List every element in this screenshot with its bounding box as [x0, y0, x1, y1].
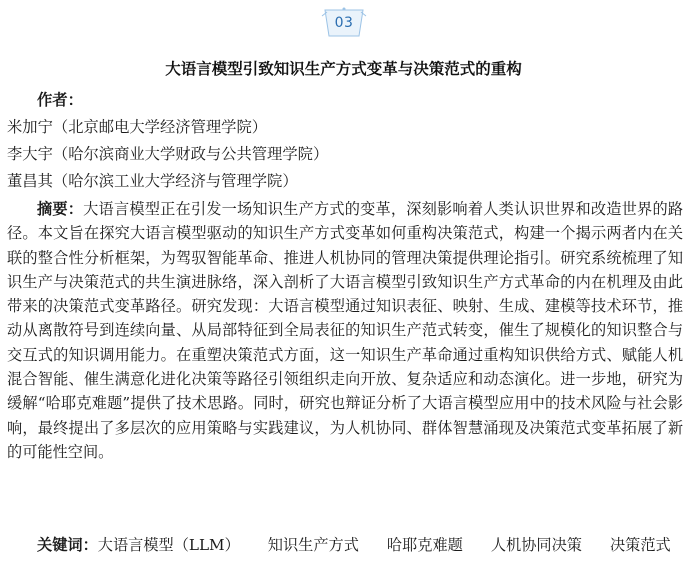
keyword: 决策范式 — [609, 536, 671, 554]
authors-label: 作者： — [37, 91, 83, 109]
author-2: 李大宇（哈尔滨商业大学财政与公共管理学院） — [7, 145, 329, 163]
keyword: 哈耶克难题 — [386, 536, 463, 554]
article-title: 大语言模型引致知识生产方式变革与决策范式的重构 — [165, 60, 522, 78]
keywords-label: 关键词： — [37, 536, 98, 554]
abstract-paragraph — [7, 197, 683, 464]
author-3: 董昌其（哈尔滨工业大学经济与管理学院） — [7, 172, 298, 190]
section-number: 03 — [334, 15, 354, 31]
section-number-badge — [319, 6, 369, 40]
authors-label-row — [7, 88, 83, 110]
abstract-text: 大语言模型正在引发一场知识生产方式的变革，深刻影响着人类认识世界和改造世界的路径。本文旨在探究大语言模型驱动的知识生产方式变革如何重构决策范式，构建一个揭示两者内在关联的整合性分析框架，为驾驭智能革命、推进人机协同的管理决策提供理论指引。研究系统梳理了知识生产与决策范式的共生演进脉络，深入剖析了大语言模型引致知识生产方式革命的内在机理及由此带来的决策范式变革路径。研究发现：大语言模型通过知识表征、映射、生成、建模等技术环节，推动从离散符号到连续向量、从局部特征到全局表征的知识生产范式转变，催生了规模化的知识整合与交互式的知识调用能力。在重塑决策范式方面，这一知识生产革命通过重构知识供给方式、赋能人机混合智能、催生满意化进化决策等路径引领组织走向开放、复杂适应和动态演化。进一步地，研究为缓解“哈耶克难题”提供了技术思路。同时，研究也辩证分析了大语言模型应用中的技术风险与社会影响，最终提出了多层次的应用策略与实践建议，为人机协同、群体智慧涌现及决策范式变革拓展了新的可能性空间。 — [7, 200, 684, 461]
keyword: 知识生产方式 — [267, 536, 359, 554]
keyword: 人机协同决策 — [490, 536, 582, 554]
abstract-label: 摘要： — [37, 200, 84, 218]
author-1: 米加宁（北京邮电大学经济管理学院） — [7, 118, 268, 136]
keywords-row — [7, 533, 683, 557]
keyword: 大语言模型（LLM） — [97, 536, 240, 554]
